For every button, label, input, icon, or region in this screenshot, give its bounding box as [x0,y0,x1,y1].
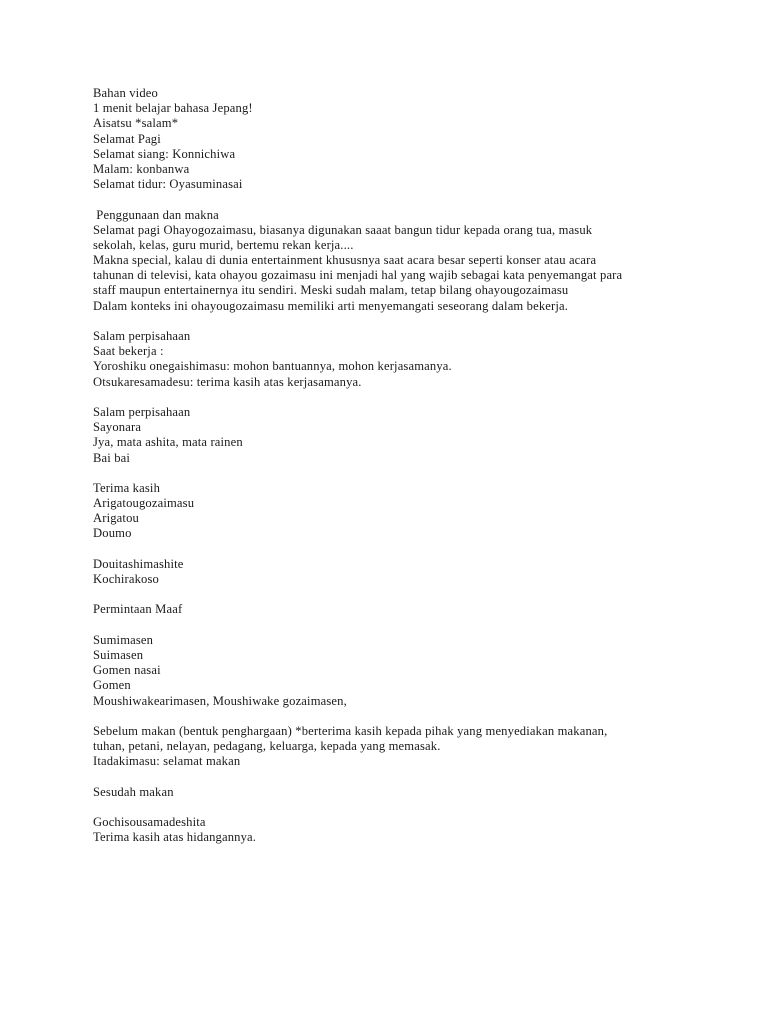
text-line: 1 menit belajar bahasa Jepang! [93,101,253,116]
text-line: Saat bekerja : [93,344,164,359]
blank-line [93,542,693,557]
document-body [93,86,693,845]
text-line: Douitashimashite [93,556,184,571]
text-line: tahunan di televisi, kata ohayou gozaimasu ini menjadi hal yang wajib sebagai kata penyemangat para [93,268,623,283]
text-line: Jya, mata ashita, mata rainen [93,435,243,450]
text-line: Otsukaresamadesu: terima kasih atas kerjasamanya. [93,374,362,389]
text-line: Sayonara [93,420,142,435]
text-line: Selamat tidur: Oyasuminasai [93,177,243,192]
text-line: Selamat siang: Konnichiwa [93,146,236,161]
text-line: Sebelum makan (bentuk penghargaan) *berterima kasih kepada pihak yang menyediakan makanan, [93,723,608,738]
text-line: Terima kasih [93,480,161,495]
text-line: Malam: konbanwa [93,161,190,176]
blank-line [93,314,693,329]
blank-line [93,800,693,815]
text-line: Arigatou [93,511,139,526]
blank-line [93,709,693,724]
text-line: Yoroshiku onegaishimasu: mohon bantuannya, mohon kerjasamanya. [93,359,452,374]
text-line: Terima kasih atas hidangannya. [93,830,257,845]
text-line: Bahan video [93,86,158,100]
text-line: Makna special, kalau di dunia entertainment khususnya saat acara besar seperti konser atau acara [93,253,597,268]
blank-line [93,618,693,633]
text-line: Sesudah makan [93,784,174,799]
text-line: Sumimasen [93,632,154,647]
text-line: Kochirakoso [93,572,160,586]
text-line: tuhan, petani, nelayan, pedagang, keluarga, kepada yang memasak. [93,739,441,754]
text-line: Aisatsu *salam* [93,116,179,131]
text-line: Selamat Pagi [93,131,161,146]
text-line: Penggunaan dan makna [93,207,219,222]
text-line: Itadakimasu: selamat makan [93,754,241,769]
text-line: Gomen [93,678,131,693]
text-line: staff maupun entertainernya itu sendiri. Meski sudah malam, tetap bilang ohayougozaimasu [93,283,569,298]
text-line: Dalam konteks ini ohayougozaimasu memiliki arti menyemangati seseorang dalam bekerja. [93,298,569,313]
text-line: Selamat pagi Ohayogozaimasu, biasanya digunakan saaat bangun tidur kepada orang tua, masuk [93,222,593,237]
text-line: Gomen nasai [93,663,161,678]
text-line: Suimasen [93,647,144,662]
text-line: Permintaan Maaf [93,602,183,617]
text-line: Bai bai [93,450,131,465]
text-line: Doumo [93,526,132,541]
text-line: Gochisousamadeshita [93,815,206,829]
text-line: Salam perpisahaan [93,329,191,343]
blank-line [93,466,693,481]
blank-line [93,390,693,405]
text-line: Arigatougozaimasu [93,496,195,511]
blank-line [93,192,693,207]
text-line: sekolah, kelas, guru murid, bertemu rekan kerja.... [93,237,354,252]
blank-line [93,587,693,602]
text-line: Moushiwakearimasen, Moushiwake gozaimasen, [93,693,347,708]
text-line: Salam perpisahaan [93,404,191,419]
blank-line [93,769,693,784]
